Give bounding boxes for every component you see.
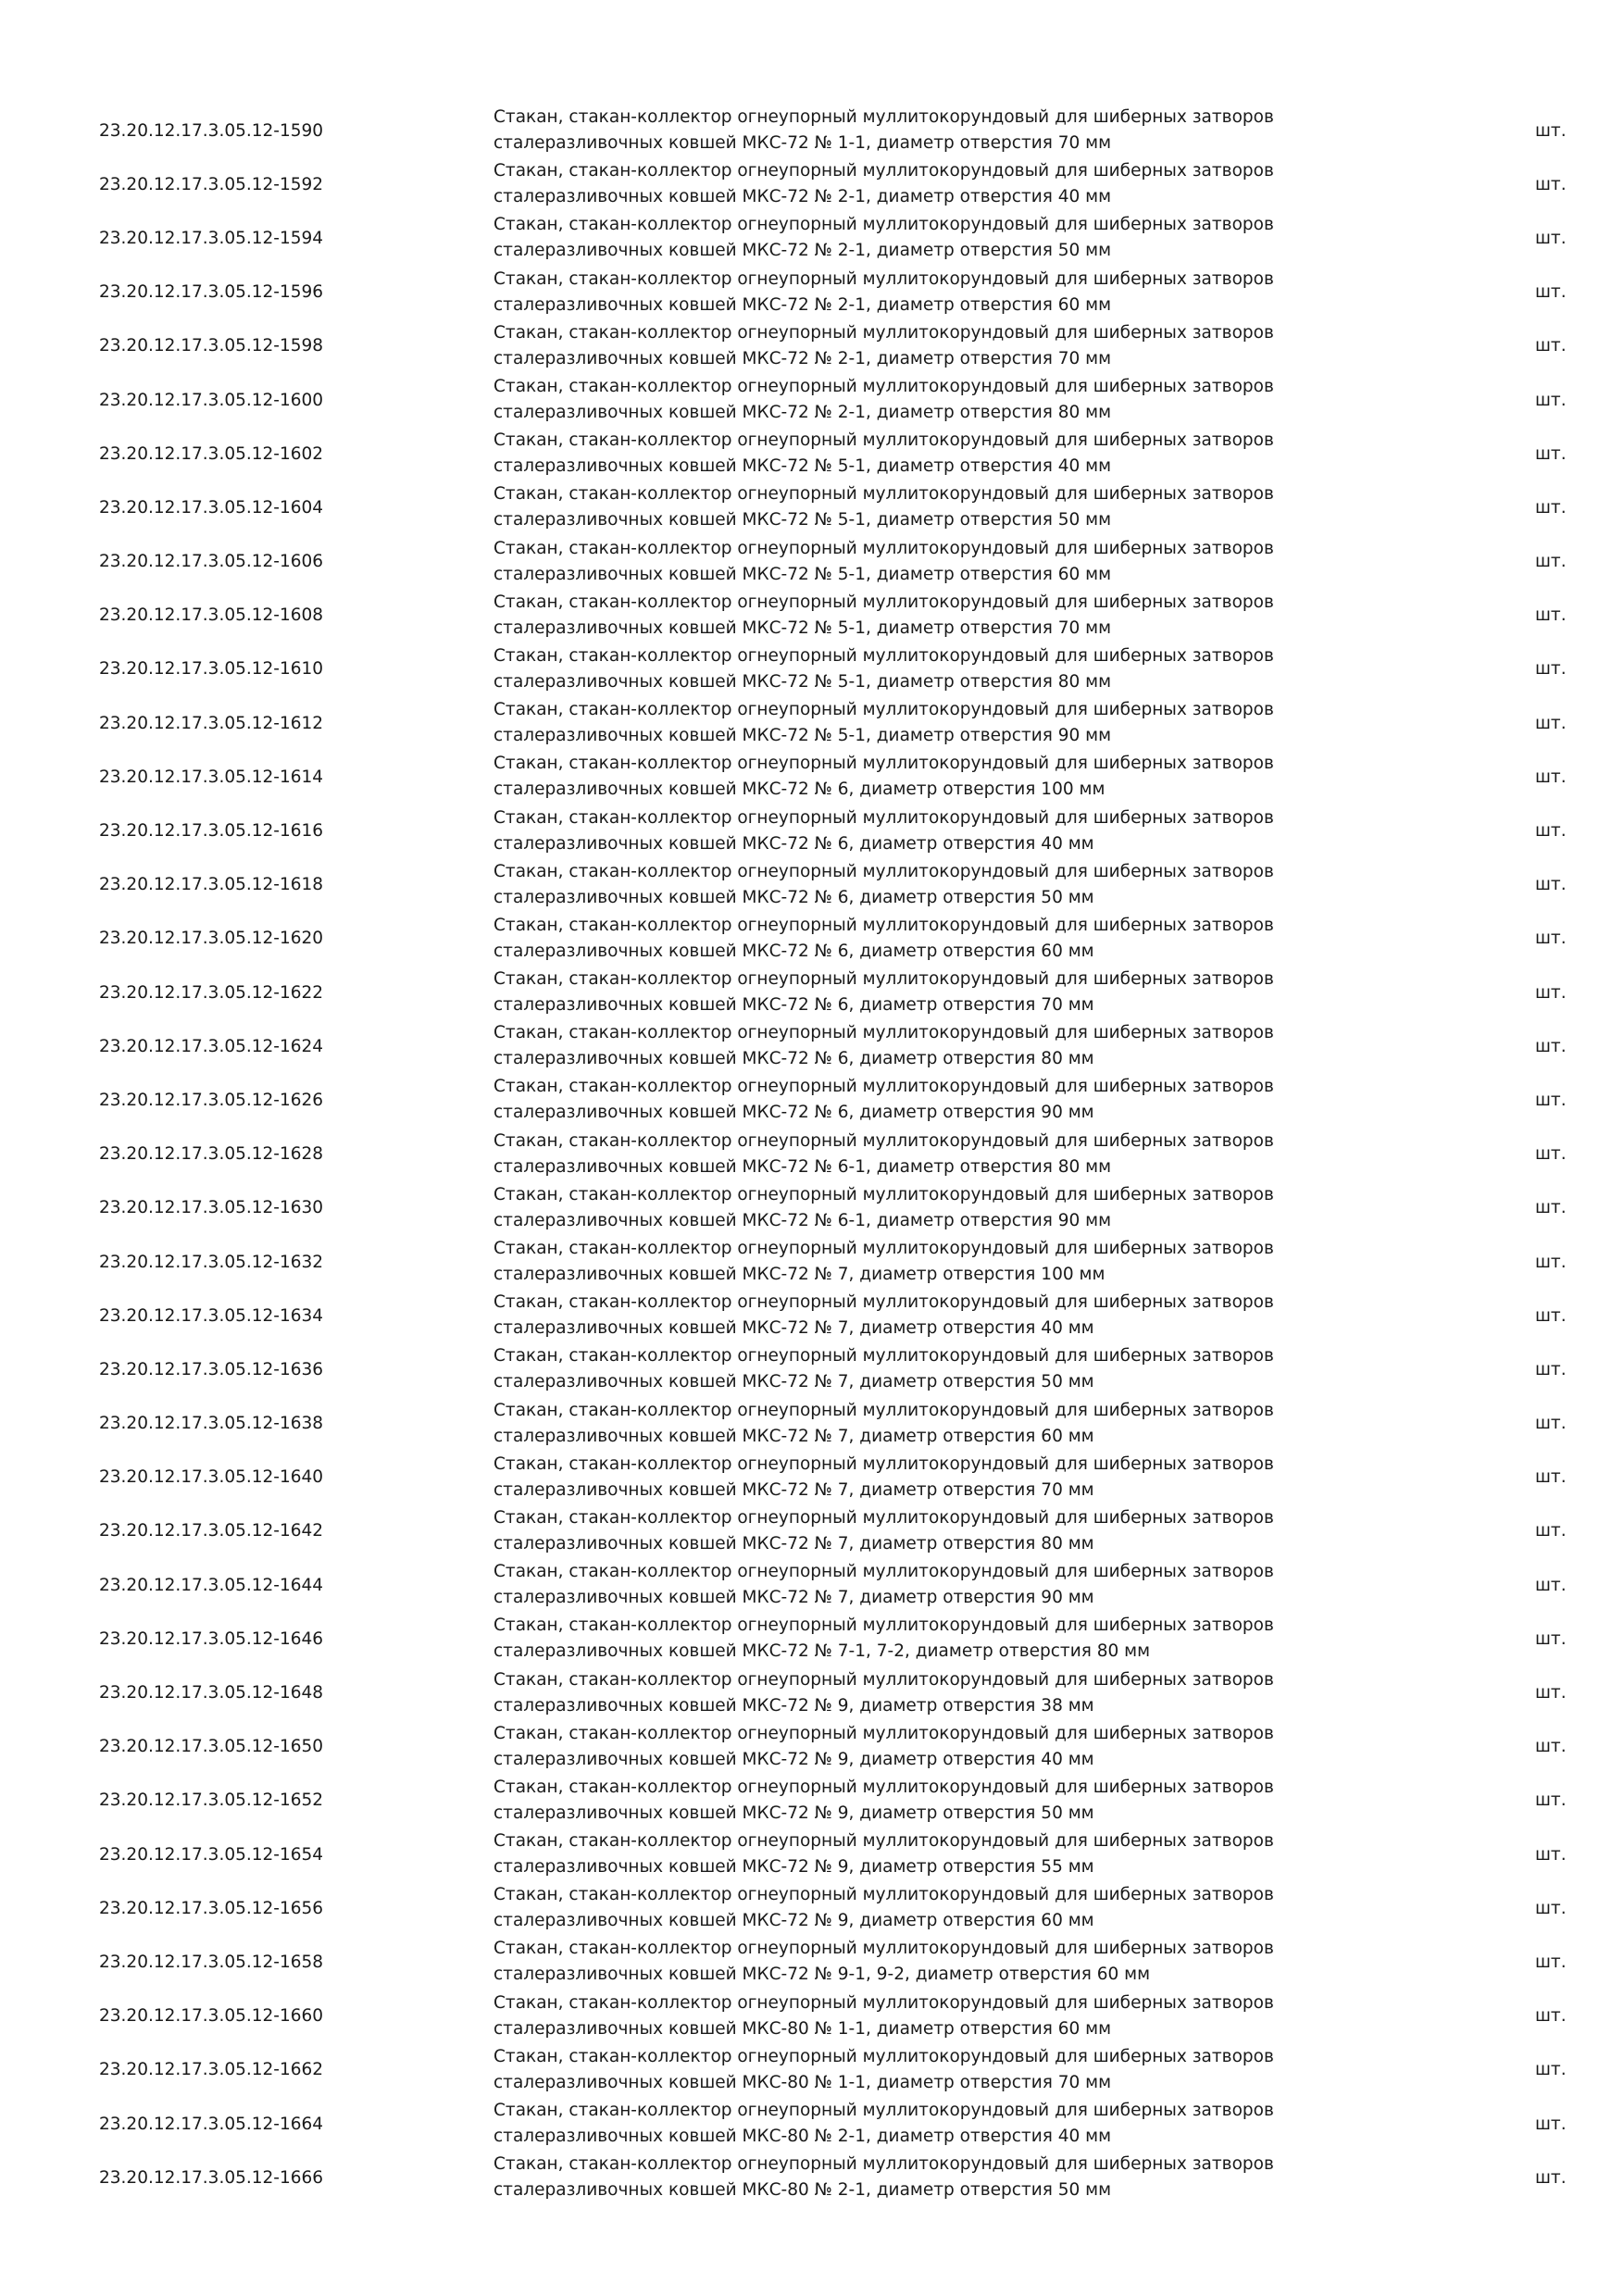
table-row (0, 643, 1624, 696)
resource-code: 23.20.12.17.3.05.12-1664 (99, 2114, 324, 2134)
description-line-2: сталеразливочных ковшей МКС-72 № 6-1, диаметр отверстия 90 мм (493, 1210, 1112, 1230)
description-line-2: сталеразливочных ковшей МКС-72 № 5-1, диаметр отверстия 70 мм (493, 618, 1112, 638)
description-line-1: Стакан, стакан-коллектор огнеупорный муллитокорундовый для шиберных затворов (493, 1939, 1274, 1959)
table-row (0, 1019, 1624, 1073)
description-line-1: Стакан, стакан-коллектор огнеупорный муллитокорундовый для шиберных затворов (493, 322, 1274, 343)
unit-of-measure: шт. (1535, 1628, 1567, 1649)
unit-of-measure: шт. (1535, 713, 1567, 733)
table-row (0, 1397, 1624, 1451)
resource-description (493, 1451, 1493, 1504)
resource-description (493, 104, 1493, 157)
description-line-1: Стакан, стакан-коллектор огнеупорный муллитокорундовый для шиберных затворов (493, 1130, 1274, 1151)
description-line-1: Стакан, стакан-коллектор огнеупорный муллитокорундовый для шиберных затворов (493, 1400, 1274, 1420)
unit-of-measure: шт. (1535, 659, 1567, 680)
table-row (0, 211, 1624, 265)
resource-description (493, 2043, 1493, 2097)
description-line-1: Стакан, стакан-коллектор огнеупорный муллитокорундовый для шиберных затворов (493, 1562, 1274, 1582)
description-line-2: сталеразливочных ковшей МКС-72 № 2-1, диаметр отверстия 40 мм (493, 187, 1112, 207)
unit-of-measure: шт. (1535, 875, 1567, 895)
description-line-2: сталеразливочных ковшей МКС-72 № 2-1, диаметр отверстия 60 мм (493, 294, 1112, 315)
resource-description (493, 1881, 1493, 1935)
unit-of-measure: шт. (1535, 443, 1567, 464)
description-line-2: сталеразливочных ковшей МКС-72 № 5-1, диаметр отверстия 50 мм (493, 510, 1112, 530)
resource-code: 23.20.12.17.3.05.12-1620 (99, 929, 324, 949)
table-row (0, 1128, 1624, 1181)
table-row (0, 858, 1624, 912)
resource-code: 23.20.12.17.3.05.12-1606 (99, 552, 324, 572)
resource-description (493, 1612, 1493, 1666)
table-row (0, 1342, 1624, 1396)
resource-code: 23.20.12.17.3.05.12-1666 (99, 2167, 324, 2188)
description-line-2: сталеразливочных ковшей МКС-72 № 5-1, диаметр отверстия 90 мм (493, 726, 1112, 746)
resource-description (493, 912, 1493, 966)
description-line-2: сталеразливочных ковшей МКС-72 № 7, диаметр отверстия 50 мм (493, 1372, 1094, 1392)
description-line-2: сталеразливочных ковшей МКС-72 № 6, диаметр отверстия 50 мм (493, 887, 1094, 907)
description-line-1: Стакан, стакан-коллектор огнеупорный муллитокорундовый для шиберных затворов (493, 1885, 1274, 1905)
description-line-2: сталеразливочных ковшей МКС-72 № 6, диаметр отверстия 60 мм (493, 941, 1094, 961)
unit-of-measure: шт. (1535, 1144, 1567, 1165)
description-line-1: Стакан, стакан-коллектор огнеупорный муллитокорундовый для шиберных затворов (493, 430, 1274, 451)
description-line-1: Стакан, стакан-коллектор огнеупорный муллитокорундовый для шиберных затворов (493, 1992, 1274, 2013)
resource-description (493, 1666, 1493, 1719)
description-line-1: Стакан, стакан-коллектор огнеупорный муллитокорундовый для шиберных затворов (493, 1616, 1274, 1636)
table-row (0, 1935, 1624, 1989)
description-line-1: Стакан, стакан-коллектор огнеупорный муллитокорундовый для шиберных затворов (493, 538, 1274, 558)
unit-of-measure: шт. (1535, 929, 1567, 949)
description-line-2: сталеразливочных ковшей МКС-72 № 5-1, диаметр отверстия 80 мм (493, 671, 1112, 692)
resource-code: 23.20.12.17.3.05.12-1622 (99, 982, 324, 1003)
resource-description (493, 1397, 1493, 1451)
unit-of-measure: шт. (1535, 1952, 1567, 1972)
resource-code: 23.20.12.17.3.05.12-1612 (99, 713, 324, 733)
unit-of-measure: шт. (1535, 2167, 1567, 2188)
resource-code: 23.20.12.17.3.05.12-1646 (99, 1628, 324, 1649)
resource-description (493, 1504, 1493, 1558)
unit-of-measure: шт. (1535, 1359, 1567, 1379)
resource-description (493, 643, 1493, 696)
resource-description (493, 1342, 1493, 1396)
resource-description (493, 157, 1493, 211)
table-row (0, 696, 1624, 750)
resource-code: 23.20.12.17.3.05.12-1656 (99, 1898, 324, 1918)
resource-code: 23.20.12.17.3.05.12-1604 (99, 497, 324, 518)
resource-code: 23.20.12.17.3.05.12-1638 (99, 1414, 324, 1434)
resource-code: 23.20.12.17.3.05.12-1624 (99, 1036, 324, 1056)
table-row (0, 427, 1624, 480)
unit-of-measure: шт. (1535, 552, 1567, 572)
description-line-2: сталеразливочных ковшей МКС-72 № 6, диаметр отверстия 90 мм (493, 1103, 1094, 1123)
resource-code: 23.20.12.17.3.05.12-1644 (99, 1575, 324, 1595)
description-line-1: Стакан, стакан-коллектор огнеупорный муллитокорундовый для шиберных затворов (493, 1023, 1274, 1043)
description-line-1: Стакан, стакан-коллектор огнеупорный муллитокорундовый для шиберных затворов (493, 1723, 1274, 1743)
description-line-2: сталеразливочных ковшей МКС-72 № 6, диаметр отверстия 80 мм (493, 1049, 1094, 1069)
description-line-2: сталеразливочных ковшей МКС-72 № 2-1, диаметр отверстия 80 мм (493, 403, 1112, 423)
description-line-1: Стакан, стакан-коллектор огнеупорный муллитокорундовый для шиберных затворов (493, 1507, 1274, 1528)
table-row (0, 104, 1624, 157)
table-row (0, 1828, 1624, 1881)
description-line-2: сталеразливочных ковшей МКС-72 № 9, диаметр отверстия 60 мм (493, 1911, 1094, 1931)
resource-code: 23.20.12.17.3.05.12-1600 (99, 390, 324, 410)
unit-of-measure: шт. (1535, 390, 1567, 410)
unit-of-measure: шт. (1535, 1791, 1567, 1811)
unit-of-measure: шт. (1535, 336, 1567, 356)
description-line-2: сталеразливочных ковшей МКС-72 № 6, диаметр отверстия 40 мм (493, 833, 1094, 854)
resource-description (493, 1774, 1493, 1828)
unit-of-measure: шт. (1535, 120, 1567, 141)
description-line-2: сталеразливочных ковшей МКС-72 № 2-1, диаметр отверстия 50 мм (493, 241, 1112, 261)
resource-description (493, 211, 1493, 265)
resource-description (493, 1073, 1493, 1127)
table-row (0, 535, 1624, 589)
unit-of-measure: шт. (1535, 228, 1567, 248)
unit-of-measure: шт. (1535, 1305, 1567, 1326)
table-row (0, 1774, 1624, 1828)
description-line-1: Стакан, стакан-коллектор огнеупорный муллитокорундовый для шиберных затворов (493, 1454, 1274, 1474)
description-line-1: Стакан, стакан-коллектор огнеупорный муллитокорундовый для шиберных затворов (493, 700, 1274, 720)
description-line-2: сталеразливочных ковшей МКС-80 № 1-1, диаметр отверстия 70 мм (493, 2072, 1112, 2092)
description-line-1: Стакан, стакан-коллектор огнеупорный муллитокорундовый для шиберных затворов (493, 161, 1274, 181)
resource-code: 23.20.12.17.3.05.12-1658 (99, 1952, 324, 1972)
resource-description (493, 589, 1493, 643)
resource-code: 23.20.12.17.3.05.12-1662 (99, 2060, 324, 2080)
resource-code: 23.20.12.17.3.05.12-1632 (99, 1252, 324, 1272)
table-row (0, 1073, 1624, 1127)
unit-of-measure: шт. (1535, 821, 1567, 842)
table-row (0, 1235, 1624, 1289)
resource-description (493, 1235, 1493, 1289)
table-row (0, 1612, 1624, 1666)
resource-description (493, 373, 1493, 427)
table-row (0, 1289, 1624, 1342)
unit-of-measure: шт. (1535, 497, 1567, 518)
resource-code: 23.20.12.17.3.05.12-1616 (99, 821, 324, 842)
description-line-1: Стакан, стакан-коллектор огнеупорный муллитокорундовый для шиберных затворов (493, 1239, 1274, 1259)
table-row (0, 157, 1624, 211)
resource-code: 23.20.12.17.3.05.12-1650 (99, 1737, 324, 1757)
description-line-1: Стакан, стакан-коллектор огнеупорный муллитокорундовый для шиберных затворов (493, 861, 1274, 881)
unit-of-measure: шт. (1535, 982, 1567, 1003)
resource-code: 23.20.12.17.3.05.12-1594 (99, 228, 324, 248)
table-row (0, 1451, 1624, 1504)
description-line-2: сталеразливочных ковшей МКС-80 № 1-1, диаметр отверстия 60 мм (493, 2018, 1112, 2039)
unit-of-measure: шт. (1535, 174, 1567, 194)
description-line-1: Стакан, стакан-коллектор огнеупорный муллитокорундовый для шиберных затворов (493, 377, 1274, 397)
resource-code: 23.20.12.17.3.05.12-1598 (99, 336, 324, 356)
resource-code: 23.20.12.17.3.05.12-1596 (99, 282, 324, 303)
resource-description (493, 1289, 1493, 1342)
unit-of-measure: шт. (1535, 1414, 1567, 1434)
table-row (0, 2151, 1624, 2204)
description-line-1: Стакан, стакан-коллектор огнеупорный муллитокорундовый для шиберных затворов (493, 1292, 1274, 1313)
table-row (0, 2043, 1624, 2097)
unit-of-measure: шт. (1535, 1737, 1567, 1757)
resource-description (493, 1019, 1493, 1073)
resource-description (493, 858, 1493, 912)
description-line-2: сталеразливочных ковшей МКС-72 № 7-1, 7-2, диаметр отверстия 80 мм (493, 1641, 1151, 1662)
unit-of-measure: шт. (1535, 1252, 1567, 1272)
description-line-2: сталеразливочных ковшей МКС-72 № 7, диаметр отверстия 70 мм (493, 1479, 1094, 1500)
description-line-1: Стакан, стакан-коллектор огнеупорный муллитокорундовый для шиберных затворов (493, 107, 1274, 128)
table-row (0, 373, 1624, 427)
resource-code: 23.20.12.17.3.05.12-1660 (99, 2006, 324, 2027)
description-line-2: сталеразливочных ковшей МКС-72 № 2-1, диаметр отверстия 70 мм (493, 348, 1112, 368)
table-row (0, 1666, 1624, 1719)
description-line-1: Стакан, стакан-коллектор огнеупорный муллитокорундовый для шиберных затворов (493, 645, 1274, 666)
description-line-1: Стакан, стакан-коллектор огнеупорный муллитокорундовый для шиберных затворов (493, 1669, 1274, 1690)
resource-description (493, 2097, 1493, 2151)
description-line-2: сталеразливочных ковшей МКС-72 № 7, диаметр отверстия 40 мм (493, 1318, 1094, 1339)
description-line-1: Стакан, стакан-коллектор огнеупорный муллитокорундовый для шиберных затворов (493, 969, 1274, 990)
resource-code: 23.20.12.17.3.05.12-1618 (99, 875, 324, 895)
table-row (0, 966, 1624, 1019)
resource-code: 23.20.12.17.3.05.12-1610 (99, 659, 324, 680)
unit-of-measure: шт. (1535, 1090, 1567, 1110)
description-line-2: сталеразливочных ковшей МКС-72 № 7, диаметр отверстия 80 мм (493, 1533, 1094, 1554)
description-line-2: сталеразливочных ковшей МКС-72 № 9-1, 9-2, диаметр отверстия 60 мм (493, 1965, 1151, 1985)
table-row (0, 1720, 1624, 1774)
resource-description (493, 696, 1493, 750)
description-line-1: Стакан, стакан-коллектор огнеупорный муллитокорундовый для шиберных затворов (493, 484, 1274, 505)
resource-code: 23.20.12.17.3.05.12-1654 (99, 1844, 324, 1865)
resource-description (493, 804, 1493, 857)
resource-description (493, 1181, 1493, 1235)
unit-of-measure: шт. (1535, 1521, 1567, 1541)
description-line-1: Стакан, стакан-коллектор огнеупорный муллитокорундовый для шиберных затворов (493, 915, 1274, 935)
resource-description (493, 1828, 1493, 1881)
unit-of-measure: шт. (1535, 2114, 1567, 2134)
unit-of-measure: шт. (1535, 1575, 1567, 1595)
resource-code: 23.20.12.17.3.05.12-1642 (99, 1521, 324, 1541)
table-row (0, 804, 1624, 857)
resource-table (0, 104, 1624, 2204)
resource-code: 23.20.12.17.3.05.12-1592 (99, 174, 324, 194)
resource-description (493, 1935, 1493, 1989)
description-line-1: Стакан, стакан-коллектор огнеупорный муллитокорундовый для шиберных затворов (493, 2154, 1274, 2175)
description-line-1: Стакан, стакан-коллектор огнеупорный муллитокорундовый для шиберных затворов (493, 1346, 1274, 1366)
unit-of-measure: шт. (1535, 1683, 1567, 1703)
unit-of-measure: шт. (1535, 1844, 1567, 1865)
resource-code: 23.20.12.17.3.05.12-1636 (99, 1359, 324, 1379)
resource-code: 23.20.12.17.3.05.12-1652 (99, 1791, 324, 1811)
description-line-2: сталеразливочных ковшей МКС-72 № 1-1, диаметр отверстия 70 мм (493, 133, 1112, 154)
description-line-1: Стакан, стакан-коллектор огнеупорный муллитокорундовый для шиберных затворов (493, 2046, 1274, 2066)
table-row (0, 1181, 1624, 1235)
resource-description (493, 1558, 1493, 1612)
resource-description (493, 427, 1493, 480)
resource-code: 23.20.12.17.3.05.12-1590 (99, 120, 324, 141)
table-row (0, 750, 1624, 804)
resource-code: 23.20.12.17.3.05.12-1602 (99, 443, 324, 464)
description-line-2: сталеразливочных ковшей МКС-72 № 6, диаметр отверстия 70 мм (493, 995, 1094, 1016)
table-row (0, 912, 1624, 966)
description-line-2: сталеразливочных ковшей МКС-72 № 9, диаметр отверстия 40 мм (493, 1749, 1094, 1769)
table-row (0, 1881, 1624, 1935)
description-line-1: Стакан, стакан-коллектор огнеупорный муллитокорундовый для шиберных затворов (493, 1777, 1274, 1797)
unit-of-measure: шт. (1535, 1898, 1567, 1918)
description-line-1: Стакан, стакан-коллектор огнеупорный муллитокорундовый для шиберных затворов (493, 268, 1274, 289)
resource-code: 23.20.12.17.3.05.12-1608 (99, 605, 324, 626)
description-line-2: сталеразливочных ковшей МКС-72 № 6-1, диаметр отверстия 80 мм (493, 1156, 1112, 1177)
description-line-1: Стакан, стакан-коллектор огнеупорный муллитокорундовый для шиберных затворов (493, 2101, 1274, 2121)
resource-description (493, 1128, 1493, 1181)
description-line-2: сталеразливочных ковшей МКС-72 № 5-1, диаметр отверстия 60 мм (493, 564, 1112, 584)
resource-code: 23.20.12.17.3.05.12-1634 (99, 1305, 324, 1326)
description-line-2: сталеразливочных ковшей МКС-72 № 5-1, диаметр отверстия 40 мм (493, 456, 1112, 477)
resource-code: 23.20.12.17.3.05.12-1640 (99, 1467, 324, 1488)
description-line-1: Стакан, стакан-коллектор огнеупорный муллитокорундовый для шиберных затворов (493, 1831, 1274, 1852)
resource-description (493, 319, 1493, 373)
unit-of-measure: шт. (1535, 1467, 1567, 1488)
description-line-1: Стакан, стакан-коллектор огнеупорный муллитокорундовый для шиберных затворов (493, 754, 1274, 774)
unit-of-measure: шт. (1535, 1198, 1567, 1218)
description-line-1: Стакан, стакан-коллектор огнеупорный муллитокорундовый для шиберных затворов (493, 592, 1274, 612)
description-line-2: сталеразливочных ковшей МКС-80 № 2-1, диаметр отверстия 40 мм (493, 2127, 1112, 2147)
description-line-2: сталеразливочных ковшей МКС-72 № 7, диаметр отверстия 60 мм (493, 1426, 1094, 1446)
resource-description (493, 1720, 1493, 1774)
resource-code: 23.20.12.17.3.05.12-1648 (99, 1683, 324, 1703)
resource-code: 23.20.12.17.3.05.12-1628 (99, 1144, 324, 1165)
resource-description (493, 966, 1493, 1019)
description-line-2: сталеразливочных ковшей МКС-72 № 9, диаметр отверстия 55 мм (493, 1857, 1094, 1878)
description-line-2: сталеразливочных ковшей МКС-72 № 9, диаметр отверстия 50 мм (493, 1803, 1094, 1823)
unit-of-measure: шт. (1535, 282, 1567, 303)
resource-code: 23.20.12.17.3.05.12-1630 (99, 1198, 324, 1218)
description-line-1: Стакан, стакан-коллектор огнеупорный муллитокорундовый для шиберных затворов (493, 215, 1274, 235)
description-line-2: сталеразливочных ковшей МКС-72 № 7, диаметр отверстия 90 мм (493, 1588, 1094, 1608)
table-row (0, 480, 1624, 534)
unit-of-measure: шт. (1535, 2006, 1567, 2027)
description-line-2: сталеразливочных ковшей МКС-72 № 9, диаметр отверстия 38 мм (493, 1695, 1094, 1716)
resource-description (493, 266, 1493, 319)
resource-code: 23.20.12.17.3.05.12-1626 (99, 1090, 324, 1110)
resource-code: 23.20.12.17.3.05.12-1614 (99, 767, 324, 787)
table-row (0, 1990, 1624, 2043)
unit-of-measure: шт. (1535, 2060, 1567, 2080)
table-row (0, 319, 1624, 373)
table-row (0, 266, 1624, 319)
resource-description (493, 1990, 1493, 2043)
description-line-2: сталеразливочных ковшей МКС-72 № 7, диаметр отверстия 100 мм (493, 1265, 1106, 1285)
resource-description (493, 535, 1493, 589)
description-line-1: Стакан, стакан-коллектор огнеупорный муллитокорундовый для шиберных затворов (493, 1184, 1274, 1204)
table-row (0, 1504, 1624, 1558)
resource-description (493, 480, 1493, 534)
table-row (0, 1558, 1624, 1612)
unit-of-measure: шт. (1535, 605, 1567, 626)
description-line-2: сталеразливочных ковшей МКС-72 № 6, диаметр отверстия 100 мм (493, 780, 1106, 800)
table-row (0, 2097, 1624, 2151)
table-row (0, 589, 1624, 643)
unit-of-measure: шт. (1535, 1036, 1567, 1056)
description-line-1: Стакан, стакан-коллектор огнеупорный муллитокорундовый для шиберных затворов (493, 1077, 1274, 1097)
description-line-1: Стакан, стакан-коллектор огнеупорный муллитокорундовый для шиберных затворов (493, 807, 1274, 828)
description-line-2: сталеразливочных ковшей МКС-80 № 2-1, диаметр отверстия 50 мм (493, 2180, 1112, 2201)
resource-description (493, 2151, 1493, 2204)
resource-description (493, 750, 1493, 804)
unit-of-measure: шт. (1535, 767, 1567, 787)
